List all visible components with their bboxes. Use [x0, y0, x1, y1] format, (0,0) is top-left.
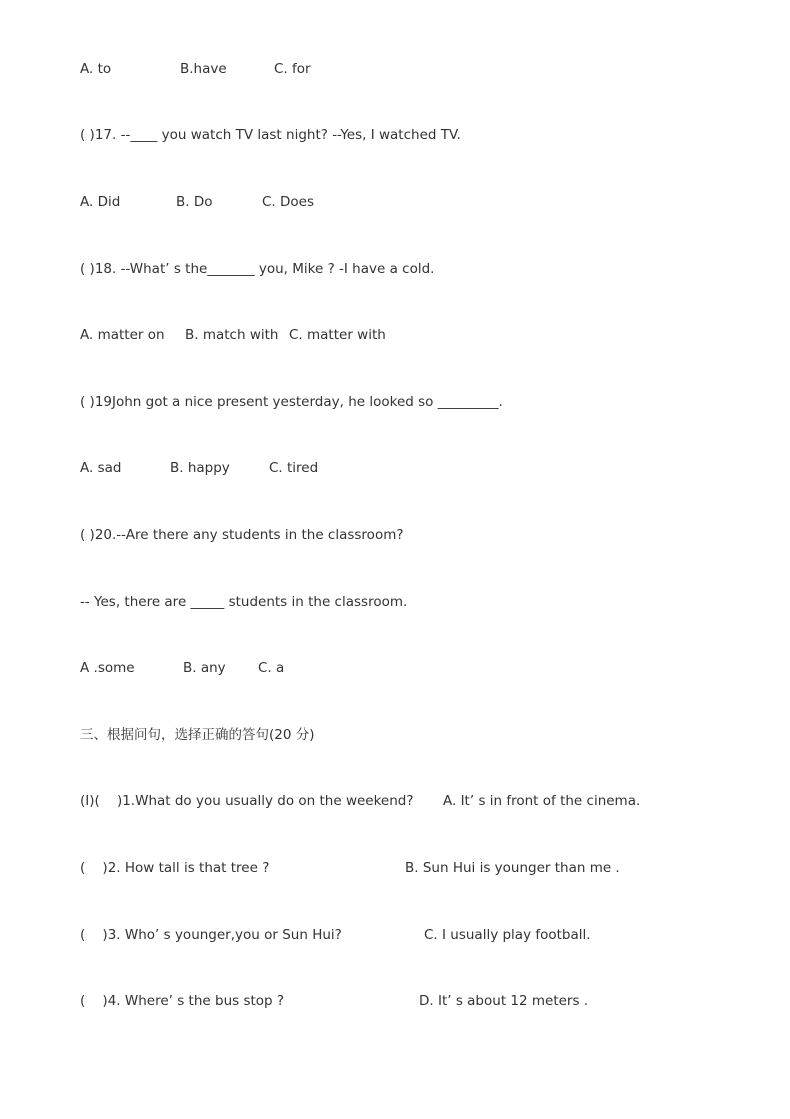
match-question-1: (I)( )1.What do you usually do on the weekend? — [80, 793, 414, 809]
q18-text: ( )18. --What’ s the_______ you, Mike ? -I have a cold. — [80, 261, 435, 277]
match-answer-c: C. I usually play football. — [424, 927, 591, 943]
q16-option-b: B.have — [180, 61, 227, 77]
q20-text: ( )20.--Are there any students in the classroom? — [80, 527, 404, 543]
match-question-3: ( )3. Who’ s younger,you or Sun Hui? — [80, 927, 342, 943]
match-answer-b: B. Sun Hui is younger than me . — [405, 860, 620, 876]
q19-option-a: A. sad — [80, 460, 122, 476]
section-3-title: 三、根据问句，选择正确的答句(20 分) — [80, 727, 315, 743]
match-question-4: ( )4. Where’ s the bus stop ? — [80, 993, 285, 1009]
q19-text: ( )19John got a nice present yesterday, he looked so _________. — [80, 394, 503, 410]
q18-options — [80, 326, 386, 398]
q18-option-b: B. match with — [185, 327, 279, 343]
q20-option-a: A .some — [80, 660, 135, 676]
q19-options — [80, 459, 319, 531]
q20-options — [80, 659, 285, 731]
q18-option-a: A. matter on — [80, 327, 165, 343]
match-question-2: ( )2. How tall is that tree ? — [80, 860, 270, 876]
q16-options — [80, 60, 311, 132]
q20-option-c: C. a — [258, 660, 285, 676]
match-answer-d: D. It’ s about 12 meters . — [419, 993, 589, 1009]
q16-option-c: C. for — [274, 61, 311, 77]
q17-text: ( )17. --____ you watch TV last night? --Yes, I watched TV. — [80, 127, 461, 143]
q17-option-a: A. Did — [80, 194, 121, 210]
q20-option-b: B. any — [183, 660, 226, 676]
q16-option-a: A. to — [80, 61, 112, 77]
q17-option-b: B. Do — [176, 194, 213, 210]
q19-option-b: B. happy — [170, 460, 230, 476]
q19-option-c: C. tired — [269, 460, 319, 476]
q17-options — [80, 193, 315, 265]
q17-option-c: C. Does — [262, 194, 315, 210]
q20-text-2: -- Yes, there are _____ students in the classroom. — [80, 594, 408, 610]
q18-option-c: C. matter with — [289, 327, 386, 343]
match-answer-a: A. It’ s in front of the cinema. — [443, 793, 641, 809]
